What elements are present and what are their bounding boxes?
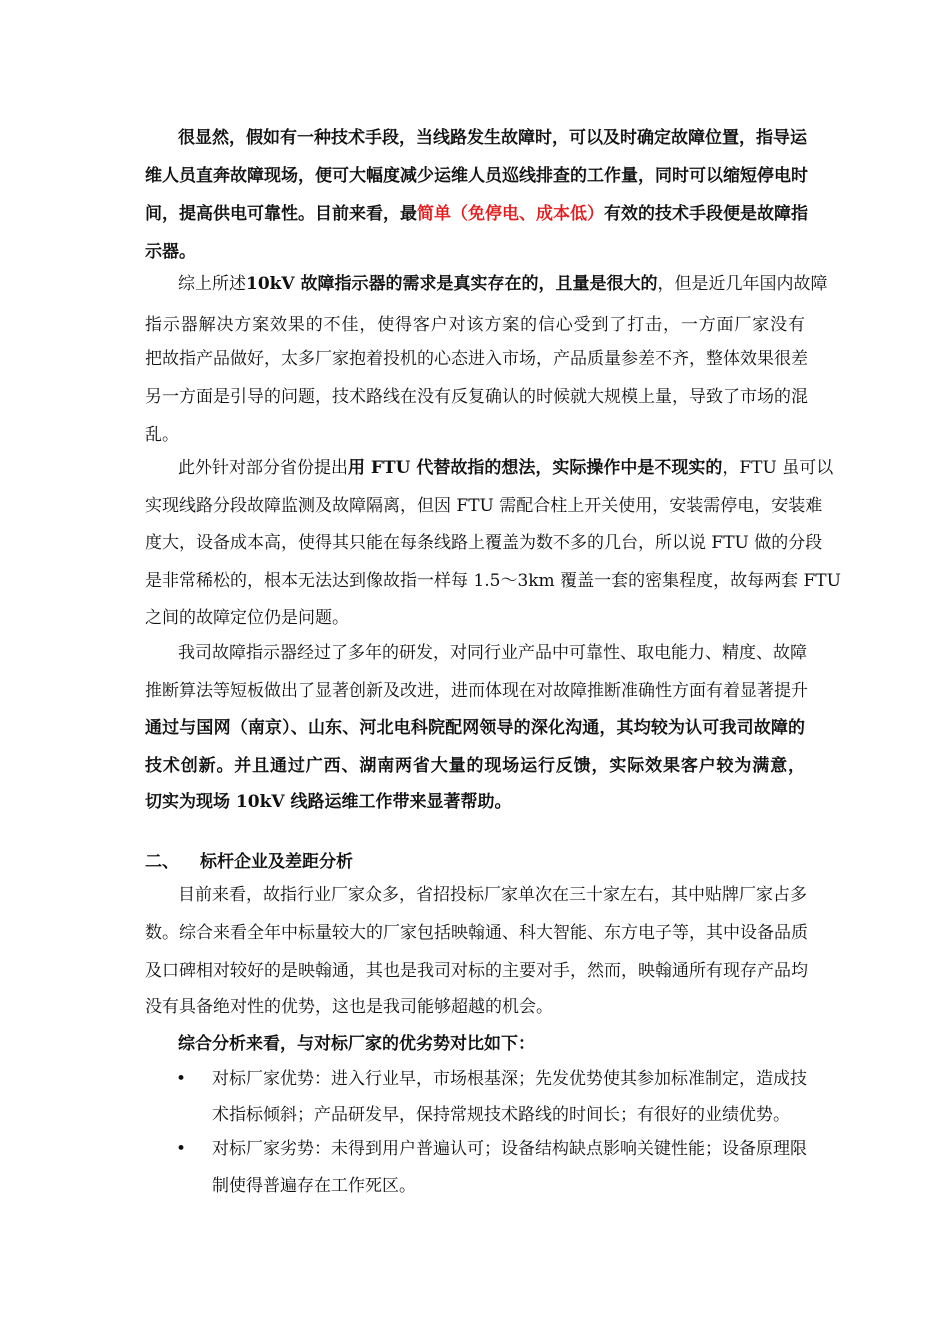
- para3-line-2: 实现线路分段故障监测及故障隔离，但因 FTU 需配合柱上开关使用，安装需停电，安装难: [145, 496, 823, 516]
- para5-line-2: 数。综合来看全年中标量较大的厂家包括映翰通、科大智能、东方电子等，其中设备品质: [145, 923, 808, 943]
- bullet-1-mark: •: [176, 1069, 187, 1089]
- para3-line-5: 之间的故障定位仍是问题。: [145, 608, 349, 628]
- para2-line-1-text-a: 综上所述: [178, 274, 246, 294]
- bullet-2-mark: •: [176, 1139, 187, 1159]
- para2-line-1-text-c: ，但是近几年国内故障: [657, 274, 828, 294]
- para1-line-3-text-a: 间，提高供电可靠性。目前来看，最: [145, 204, 417, 224]
- summary-label: 综合分析来看，与对标厂家的优劣势对比如下：: [178, 1034, 535, 1054]
- para4-line-3: 通过与国网（南京）、山东、河北电科院配网领导的深化沟通，其均较为认可我司故障的: [145, 718, 805, 738]
- para2-line-5: 乱。: [145, 425, 179, 445]
- para4-line-1: 我司故障指示器经过了多年的研发，对同行业产品中可靠性、取电能力、精度、故障: [178, 643, 807, 663]
- para3-line-1-text-c: ，FTU 虽可以: [722, 458, 834, 478]
- para3-line-3: 度大，设备成本高，使得其只能在每条线路上覆盖为数不多的几台，所以说 FTU 做的分段: [145, 533, 823, 553]
- para2-line-1: [178, 272, 828, 296]
- para5-line-3: 及口碑相对较好的是映翰通，其也是我司对标的主要对手，然而，映翰通所有现存产品均: [145, 961, 808, 981]
- para2-line-2: 指示器解决方案效果的不佳，使得客户对该方案的信心受到了打击，一方面厂家没有: [145, 315, 805, 335]
- section-title: 标杆企业及差距分析: [200, 852, 353, 872]
- bullet-2-line-1: 对标厂家劣势：未得到用户普遍认可；设备结构缺点影响关键性能；设备原理限: [212, 1139, 807, 1159]
- para4-line-2: 推断算法等短板做出了显著创新及改进，进而体现在对故障推断准确性方面有着显著提升: [145, 681, 808, 701]
- para1-line-3-text-b: 有效的技术手段便是故障指: [604, 204, 808, 224]
- para1-line-1: 很显然，假如有一种技术手段，当线路发生故障时，可以及时确定故障位置，指导运: [178, 128, 807, 148]
- para1-highlight-red: 简单（免停电、成本低）: [417, 204, 604, 224]
- para2-line-4: 另一方面是引导的问题，技术路线在没有反复确认的时候就大规模上量，导致了市场的混: [145, 387, 808, 407]
- bullet-1-line-2: 术指标倾斜；产品研发早，保持常规技术路线的时间长；有很好的业绩优势。: [212, 1105, 790, 1125]
- para2-line-3: 把故指产品做好，太多厂家抱着投机的心态进入市场，产品质量参差不齐，整体效果很差: [145, 349, 808, 369]
- para2-line-1-bold: 10kV 故障指示器的需求是真实存在的，且量是很大的: [246, 274, 658, 294]
- para5-line-4: 没有具备绝对性的优势，这也是我司能够超越的机会。: [145, 997, 553, 1017]
- para5-line-1: 目前来看，故指行业厂家众多，省招投标厂家单次在三十家左右，其中贴牌厂家占多: [178, 885, 807, 905]
- para3-line-1-bold: 用 FTU 代替故指的想法，实际操作中是不现实的: [348, 458, 723, 478]
- para4-line-4: 技术创新。并且通过广西、湖南两省大量的现场运行反馈，实际效果客户较为满意，: [145, 756, 805, 776]
- section-number: 二、: [145, 852, 179, 872]
- para1-line-4: 示器。: [145, 242, 196, 262]
- para3-line-1-text-a: 此外针对部分省份提出: [178, 458, 348, 478]
- para4-line-5: 切实为现场 10kV 线路运维工作带来显著帮助。: [145, 792, 512, 812]
- bullet-1-line-1: 对标厂家优势：进入行业早，市场根基深；先发优势使其参加标准制定，造成技: [212, 1069, 807, 1089]
- para1-line-3: [145, 202, 808, 226]
- bullet-2-line-2: 制使得普遍存在工作死区。: [212, 1176, 416, 1196]
- para3-line-4: 是非常稀松的，根本无法达到像故指一样每 1.5～3km 覆盖一套的密集程度，故每两套 FTU: [145, 571, 841, 591]
- para3-line-1: [178, 456, 834, 480]
- para1-line-2: 维人员直奔故障现场，便可大幅度减少运维人员巡线排查的工作量，同时可以缩短停电时: [145, 166, 808, 186]
